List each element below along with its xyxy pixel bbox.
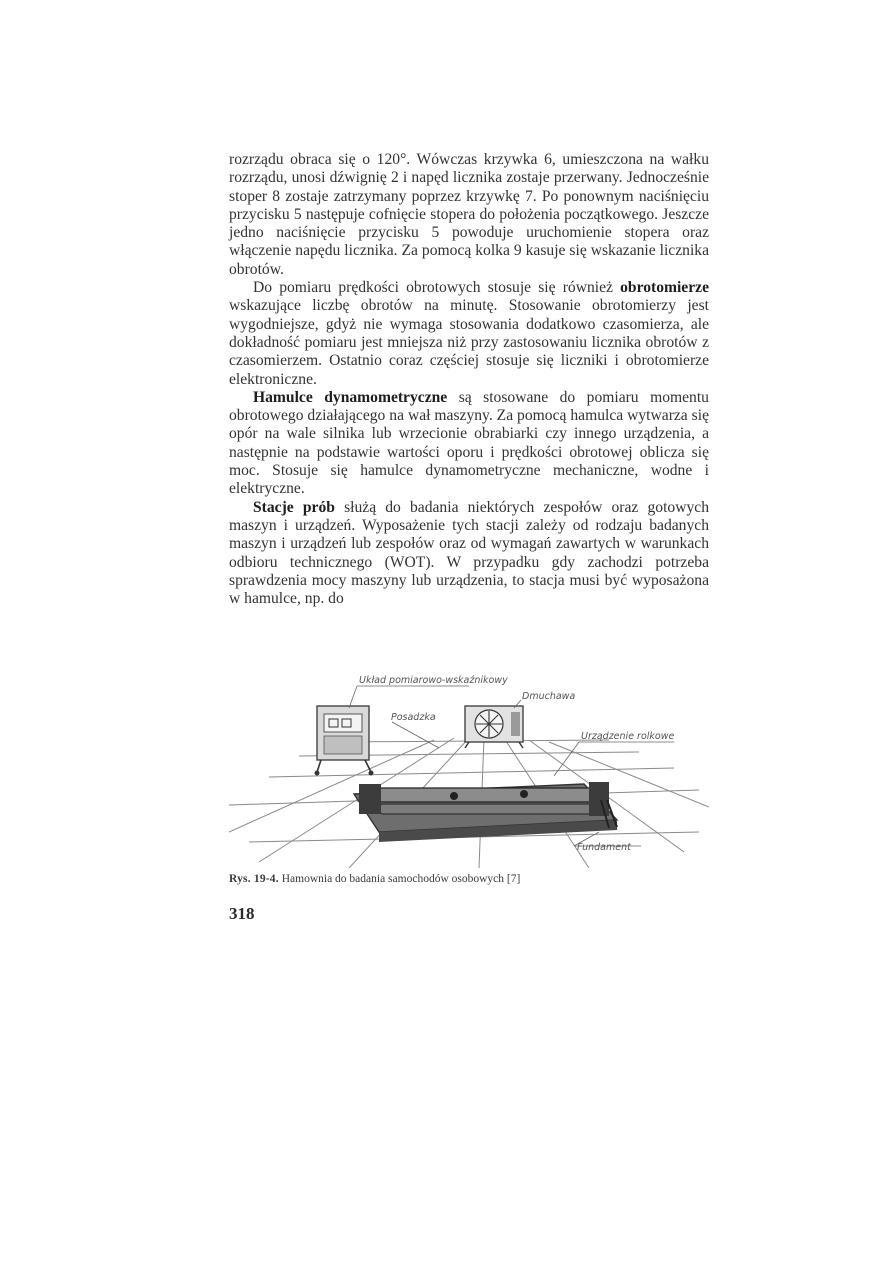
dynamometer-illustration: [229, 672, 709, 868]
label-floor: Posadzka: [391, 712, 436, 723]
bold-term: Hamulce dynamometryczne: [253, 388, 448, 406]
figure-number: Rys. 19-4.: [229, 873, 279, 885]
paragraph-p1: [229, 151, 709, 279]
label-foundation: Fundament: [577, 842, 631, 853]
text-run: są stosowane do pomiaru momentu obrotowego działającego na wał maszyny. Za pomocą hamulca wytwarza się opór na wale silnika lub wrzecionie obrabiarki czy innego urządzenia, a następnie na podstawie wartości oporu i prędkości obrotowej oblicza się moc. Stosuje się hamulce dynamometryczne mechaniczne, wodne i elektryczne.: [229, 388, 709, 498]
figure-dynamometer-station: [229, 672, 709, 868]
bold-term: Stacje prób: [253, 498, 335, 516]
label-blower: Dmuchawa: [522, 691, 576, 702]
roller-device: [354, 782, 617, 842]
text-run: Do pomiaru prędkości obrotowych stosuje się również: [253, 279, 621, 297]
body-text: [229, 151, 709, 608]
bold-term: obrotomierze: [620, 279, 709, 297]
measuring-console: [315, 706, 374, 776]
text-run: wskazujące liczbę obrotów na minutę. Stosowanie obrotomierzy jest wygodniejsze, gdyż nie wymaga stosowania dodatkowo czasomierza, ale dokładność pomiaru jest mniejsza niż przy zastosowaniu licznika obrotów z czasomierzem. Ostatnio coraz częściej stosuje się liczniki i obrotomierze elektroniczne.: [229, 297, 709, 388]
text-run: służą do badania niektórych zespołów oraz gotowych maszyn i urządzeń. Wyposażenie tych stacji zależy od rodzaju badanych maszyn i urządzeń lub zespołów oraz od wymagań zawartych w warunkach odbioru technicznego (WOT). W przypadku gdy zachodzi potrzeba sprawdzenia mocy maszyny lub urządzenia, to stacja musi być wyposażona w hamulce, np. do: [229, 498, 709, 608]
paragraph-p2: [229, 279, 709, 389]
blower: [465, 706, 523, 748]
figure-caption-text: Hamownia do badania samochodów osobowych [7]: [278, 873, 521, 885]
label-roller-device: Urządzenie rolkowe: [581, 731, 675, 742]
text-run: rozrządu obraca się o 120°. Wówczas krzywka 6, umieszczona na wałku rozrządu, unosi dźwignię 2 i napęd licznika zostaje przerwany. Jednocześnie stoper 8 zostaje zatrzymany poprzez krzywkę 7. Po ponownym naciśnięciu przycisku 5 następuje cofnięcie stopera do położenia początkowego. Jeszcze jedno naciśnięcie przycisku 5 powoduje uruchomienie stopera oraz włączenie napędu licznika. Za pomocą kolka 9 kasuje się wskazanie licznika obrotów.: [229, 151, 709, 278]
paragraph-p3: [229, 389, 709, 499]
figure-caption: [229, 873, 709, 885]
paragraph-p4: [229, 499, 709, 609]
label-measuring-unit: Układ pomiarowo-wskaźnikowy: [359, 675, 508, 686]
page-number: 318: [229, 904, 255, 923]
